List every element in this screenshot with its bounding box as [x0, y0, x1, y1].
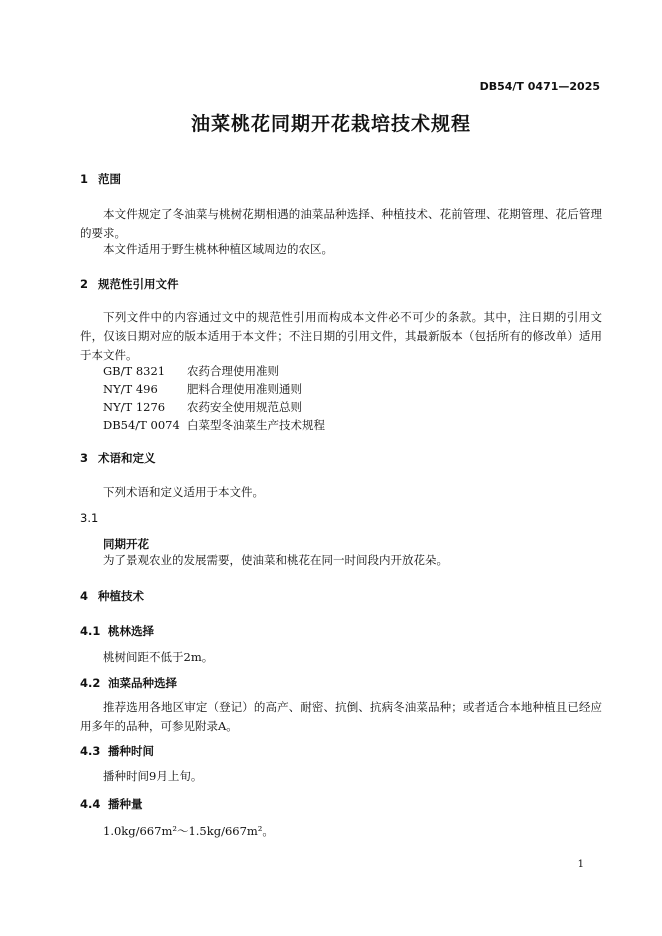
section-2-paragraph: 下列文件中的内容通过文中的规范性引用而构成本文件必不可少的条款。其中，注日期的引用文件，仅该日期对应的版本适用于本文件；不注日期的引用文件，其最新版本（包括所有的修改单）适用于本文件。	[80, 310, 602, 362]
subsection-number: 4.1	[80, 624, 101, 638]
term-definition: 为了景观农业的发展需要，使油菜和桃花在同一时间段内开放花朵。	[103, 553, 448, 567]
reference-name: 农药安全使用规范总则	[187, 400, 302, 414]
reference-name: 肥料合理使用准则通则	[187, 382, 302, 396]
section-1-paragraph-2: 本文件适用于野生桃林种植区域周边的农区。	[103, 242, 333, 256]
reference-item	[103, 398, 325, 416]
section-title: 术语和定义	[98, 451, 156, 465]
subsection-4-2-text: 推荐选用各地区审定（登记）的高产、耐密、抗倒、抗病冬油菜品种；或者适合本地种植且已经应用多年的品种，可参见附录A。	[80, 700, 602, 733]
reference-name: 农药合理使用准则	[187, 364, 279, 378]
section-3-paragraph: 下列术语和定义适用于本文件。	[103, 485, 264, 499]
section-title: 规范性引用文件	[98, 277, 179, 291]
section-number: 4	[80, 589, 89, 603]
section-number: 3	[80, 451, 89, 465]
reference-code: GB/T 8321	[103, 364, 166, 378]
subsection-title: 桃林选择	[108, 624, 154, 638]
page-number: 1	[577, 859, 584, 870]
section-title: 种植技术	[98, 589, 144, 603]
reference-item	[103, 362, 325, 380]
document-title: 油菜桃花同期开花栽培技术规程	[190, 113, 471, 135]
term-title: 同期开花	[103, 537, 149, 551]
subsection-4-4-text: 1.0kg/667m²～1.5kg/667m²。	[103, 824, 274, 838]
subsection-4-4-heading	[80, 796, 143, 812]
subsection-title: 播种量	[108, 797, 143, 811]
subsection-4-3-text: 播种时间9月上旬。	[103, 769, 203, 783]
subsection-number: 4.4	[80, 797, 101, 811]
subsection-4-1-heading	[80, 623, 154, 639]
subsection-4-1-text: 桃树间距不低于2m。	[103, 650, 214, 664]
reference-name: 白菜型冬油菜生产技术规程	[187, 418, 325, 432]
reference-item	[103, 380, 325, 398]
section-2-heading	[80, 276, 179, 292]
reference-item	[103, 416, 325, 434]
subsection-number: 4.2	[80, 676, 101, 690]
term-number: 3.1	[80, 511, 99, 525]
section-3-heading	[80, 450, 156, 466]
reference-code: NY/T 1276	[103, 400, 166, 414]
subsection-number: 4.3	[80, 744, 101, 758]
reference-code: DB54/T 0074	[103, 418, 180, 432]
reference-code: NY/T 496	[103, 382, 158, 396]
section-4-heading	[80, 588, 144, 604]
subsection-title: 播种时间	[108, 744, 154, 758]
section-title: 范围	[98, 172, 121, 186]
section-number: 2	[80, 277, 89, 291]
subsection-title: 油菜品种选择	[108, 676, 177, 690]
reference-list	[103, 362, 325, 434]
subsection-4-3-heading	[80, 743, 154, 759]
section-1-heading	[80, 171, 121, 187]
subsection-4-2-heading	[80, 675, 177, 691]
section-number: 1	[80, 172, 89, 186]
section-1-paragraph-1: 本文件规定了冬油菜与桃树花期相遇的油菜品种选择、种植技术、花前管理、花期管理、花后管理的要求。	[80, 207, 602, 240]
document-code: DB54/T 0471—2025	[479, 80, 600, 93]
